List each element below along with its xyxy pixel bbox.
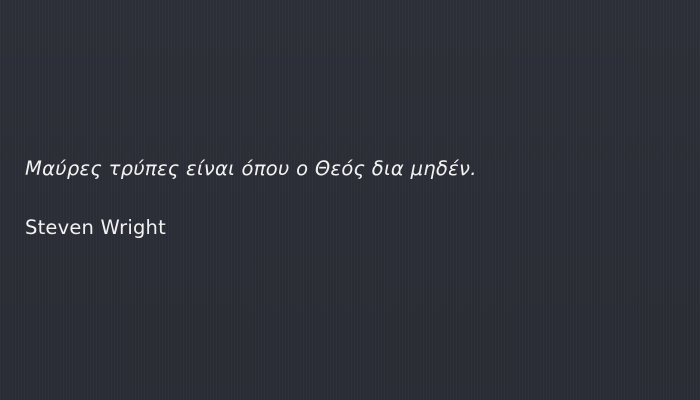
quote-text: Μαύρες τρύπες είναι όπου ο Θεός δια μηδέν. bbox=[25, 157, 477, 180]
quote-author: Steven Wright bbox=[25, 216, 166, 239]
